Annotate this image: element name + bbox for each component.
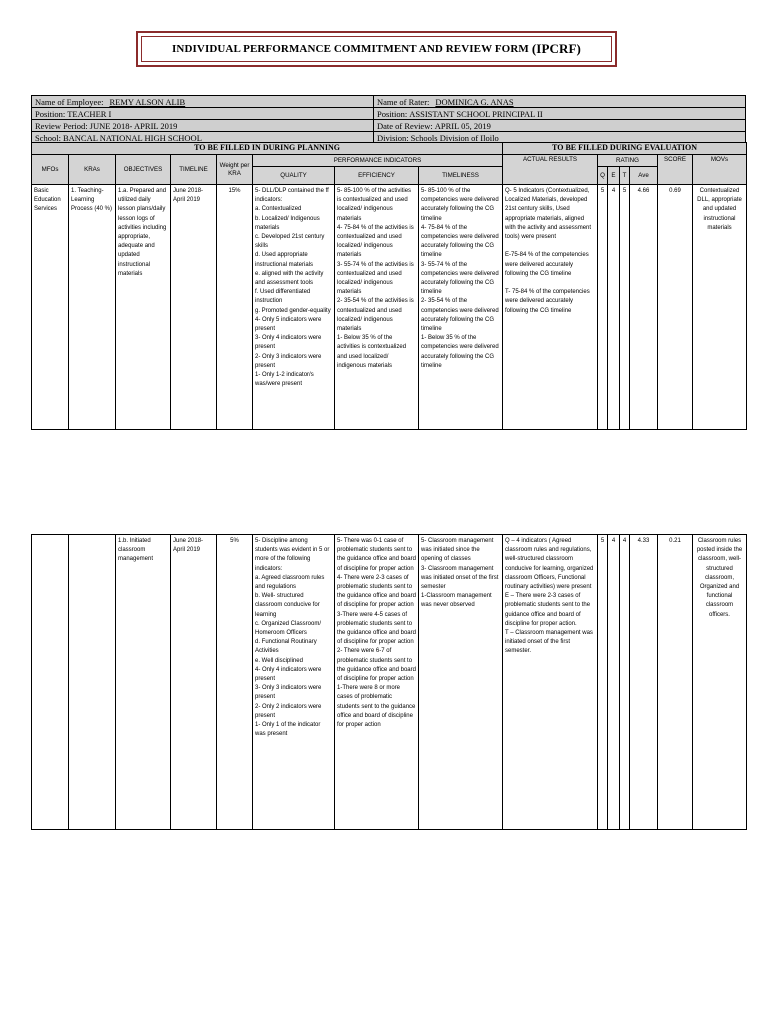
form-title (141, 36, 612, 62)
employee-position: TEACHER I (67, 108, 112, 119)
header-score: SCORE (658, 155, 693, 185)
row2-efficiency: 5- There was 0-1 case of problematic students sent to the guidance office and board of discipline for proper action 4- There were 2-3 cases of problematic students sent to the guidance office and board of discipline for proper action 3-There were 4-5 cases of problematic students sent to the guidance office and board of discipline for proper action 2- There were 6-7 of problematic students sent to the guidance office and board of discipline for proper action 1-There were 8 or more cases of problematic students sent to the guidance office and board of discipline for proper action (335, 535, 419, 830)
division-label: Division: (377, 132, 409, 143)
row2-score: 0.21 (658, 535, 693, 830)
review-period: JUNE 2018- APRIL 2019 (89, 120, 178, 131)
header-quality: QUALITY (253, 167, 335, 185)
rater-name-cell (374, 96, 746, 108)
form-title-main: INDIVIDUAL PERFORMANCE COMMITMENT AND REVIEW FORM (172, 43, 529, 55)
row2-kra (69, 535, 116, 830)
row1-weight: 15% (217, 185, 253, 430)
rater-position: ASSISTANT SCHOOL PRINCIPAL II (409, 108, 543, 119)
review-period-cell (32, 120, 374, 132)
form-title-abbr: (IPCRF) (531, 41, 581, 56)
header-efficiency: EFFICIENCY (335, 167, 419, 185)
school-name: BANCAL NATIONAL HIGH SCHOOL (62, 132, 202, 143)
review-period-label: Review Period: (35, 120, 88, 131)
header-weight: Weight per KRA (217, 155, 253, 185)
row1-mfo: Basic Education Services (32, 185, 69, 430)
row2-rating-t: 4 (620, 535, 630, 830)
performance-table-page-1 (31, 142, 747, 430)
header-t: T (620, 167, 630, 185)
performance-table-page-2 (31, 534, 747, 830)
rater-label: Name of Rater: (377, 96, 430, 107)
header-e: E (608, 167, 620, 185)
rater-position-label: Position: (377, 108, 408, 119)
header-rating: RATING (598, 155, 658, 167)
row1-rating-e: 4 (608, 185, 620, 430)
row1-timeline: June 2018- April 2019 (171, 185, 217, 430)
row1-score: 0.69 (658, 185, 693, 430)
row1-rating-ave: 4.66 (630, 185, 658, 430)
employee-name-cell (32, 96, 374, 108)
row1-objective: 1.a. Prepared and utilized daily lesson plans/daily lesson logs of activities including appropriate, adequate and updated instructional materials (116, 185, 171, 430)
header-timeliness: TIMELINESS (419, 167, 503, 185)
review-date: APRIL 05, 2019 (434, 120, 491, 131)
row1-movs: Contextualized DLL, appropriate and updated instructional materials (693, 185, 747, 430)
form-title-box (136, 31, 617, 67)
row1-efficiency: 5- 85-100 % of the activities is contextualized and used localized/ indigenous materials 4- 75-84 % of the activities is contextualized and used localized/ indigenous materials 3- 55-74 % of the activities is contextualized and used localized/ indigenous materials 2- 35-54 % of the activities is contextualized and used localized/ indigenous materials 1- Below 35 % of the activities is contextualized and used localized/ indigenous materials (335, 185, 419, 430)
header-actual-results: ACTUAL RESULTS (503, 155, 598, 185)
employee-info-table (31, 95, 746, 144)
row1-quality: 5- DLL/DLP contained the ff indicators: a. Contextualized b. Localized/ Indigenous materials c. Developed 21st century skills d. Used appropriate instructional materials e. aligned with the activity and assessment tools f. Used differentiated instruction g. Promoted gender-equality 4- Only 5 indicators were present 3- Only 4 indicators were present 2- Only 3 indicators were present 1- Only 1-2 indicator/s was/were present (253, 185, 335, 430)
employee-label: Name of Employee: (35, 96, 104, 107)
row2-timeliness: 5- Classroom management was initiated since the opening of classes 3- Classroom management was initiated onset of the first semester 1-Classroom management was never observed (419, 535, 503, 830)
header-timeline: TIMELINE (171, 155, 217, 185)
review-date-cell (374, 120, 746, 132)
header-kras: KRAs (69, 155, 116, 185)
header-objectives: OBJECTIVES (116, 155, 171, 185)
row1-actual-results: Q- 5 Indicators (Contextualized, Localized Materials, developed 21st century skills, Used appropriate materials, aligned with the activity and assessment tools) were present E-75-84 % of the competencies were delivered accurately following the CG timeline T- 75-84 % of the competencies were delivered accurately following the CG timeline (503, 185, 598, 430)
evaluation-band: TO BE FILLED DURING EVALUATION (503, 143, 747, 155)
rater-position-cell (374, 108, 746, 120)
row2-timeline: June 2018- April 2019 (171, 535, 217, 830)
employee-position-label: Position: (35, 108, 66, 119)
review-date-label: Date of Review: (377, 120, 433, 131)
rater-name: DOMINICA G. ANAS (435, 96, 514, 107)
employee-name: REMY ALSON ALIB (109, 96, 186, 107)
row1-rating-t: 5 (620, 185, 630, 430)
row1-rating-q: 5 (598, 185, 608, 430)
row1-timeliness: 5- 85-100 % of the competencies were delivered accurately following the CG timeline 4- 75-84 % of the competencies were delivered accurately following the CG timeline 3- 55-74 % of the competencies were delivered accurately following the CG timeline 2- 35-54 % of the competencies were delivered accurately following the CG timeline 1- Below 35 % of the competencies were delivered accurately following the CG timeline (419, 185, 503, 430)
row2-actual-results: Q – 4 indicators ( Agreed classroom rules and regulations, well-structured classroom conducive for learning, organized classroom Officers, Functional routinary activities) were present E – There were 2-3 cases of problematic students sent to the guidance office and board of discipline for proper action. T – Classroom management was initiated onset of the first semester. (503, 535, 598, 830)
header-mfos: MFOs (32, 155, 69, 185)
header-performance-indicators: PERFORMANCE INDICATORS (253, 155, 503, 167)
row2-objective: 1.b. Initiated classroom management (116, 535, 171, 830)
row1-kra: 1. Teaching-Learning Process (40 %) (69, 185, 116, 430)
header-ave: Ave (630, 167, 658, 185)
row2-movs: Classroom rules posted inside the classroom, well-structured classroom, Organized and functional classroom officers. (693, 535, 747, 830)
table-row (32, 535, 747, 830)
row2-rating-ave: 4.33 (630, 535, 658, 830)
header-q: Q (598, 167, 608, 185)
row2-quality: 5- Discipline among students was evident in 5 or more of the following indicators: a. Agreed classroom rules and regulations b. Well- structured classroom conducive for learning c. Organized Classroom/ Homeroom Officers d. Functional Routinary Activities e. Well disciplined 4- Only 4 indicators were present 3- Only 3 indicators were present 2- Only 2 indicators were present 1- Only 1 of the indicator was present (253, 535, 335, 830)
row2-rating-e: 4 (608, 535, 620, 830)
planning-band: TO BE FILLED IN DURING PLANNING (32, 143, 503, 155)
employee-position-cell (32, 108, 374, 120)
division-name: Schools Division of Iloilo (410, 132, 499, 143)
row2-weight: 5% (217, 535, 253, 830)
row2-mfo (32, 535, 69, 830)
table-row (32, 185, 747, 430)
row2-rating-q: 5 (598, 535, 608, 830)
header-movs: MOVs (693, 155, 747, 185)
school-label: School: (35, 132, 61, 143)
